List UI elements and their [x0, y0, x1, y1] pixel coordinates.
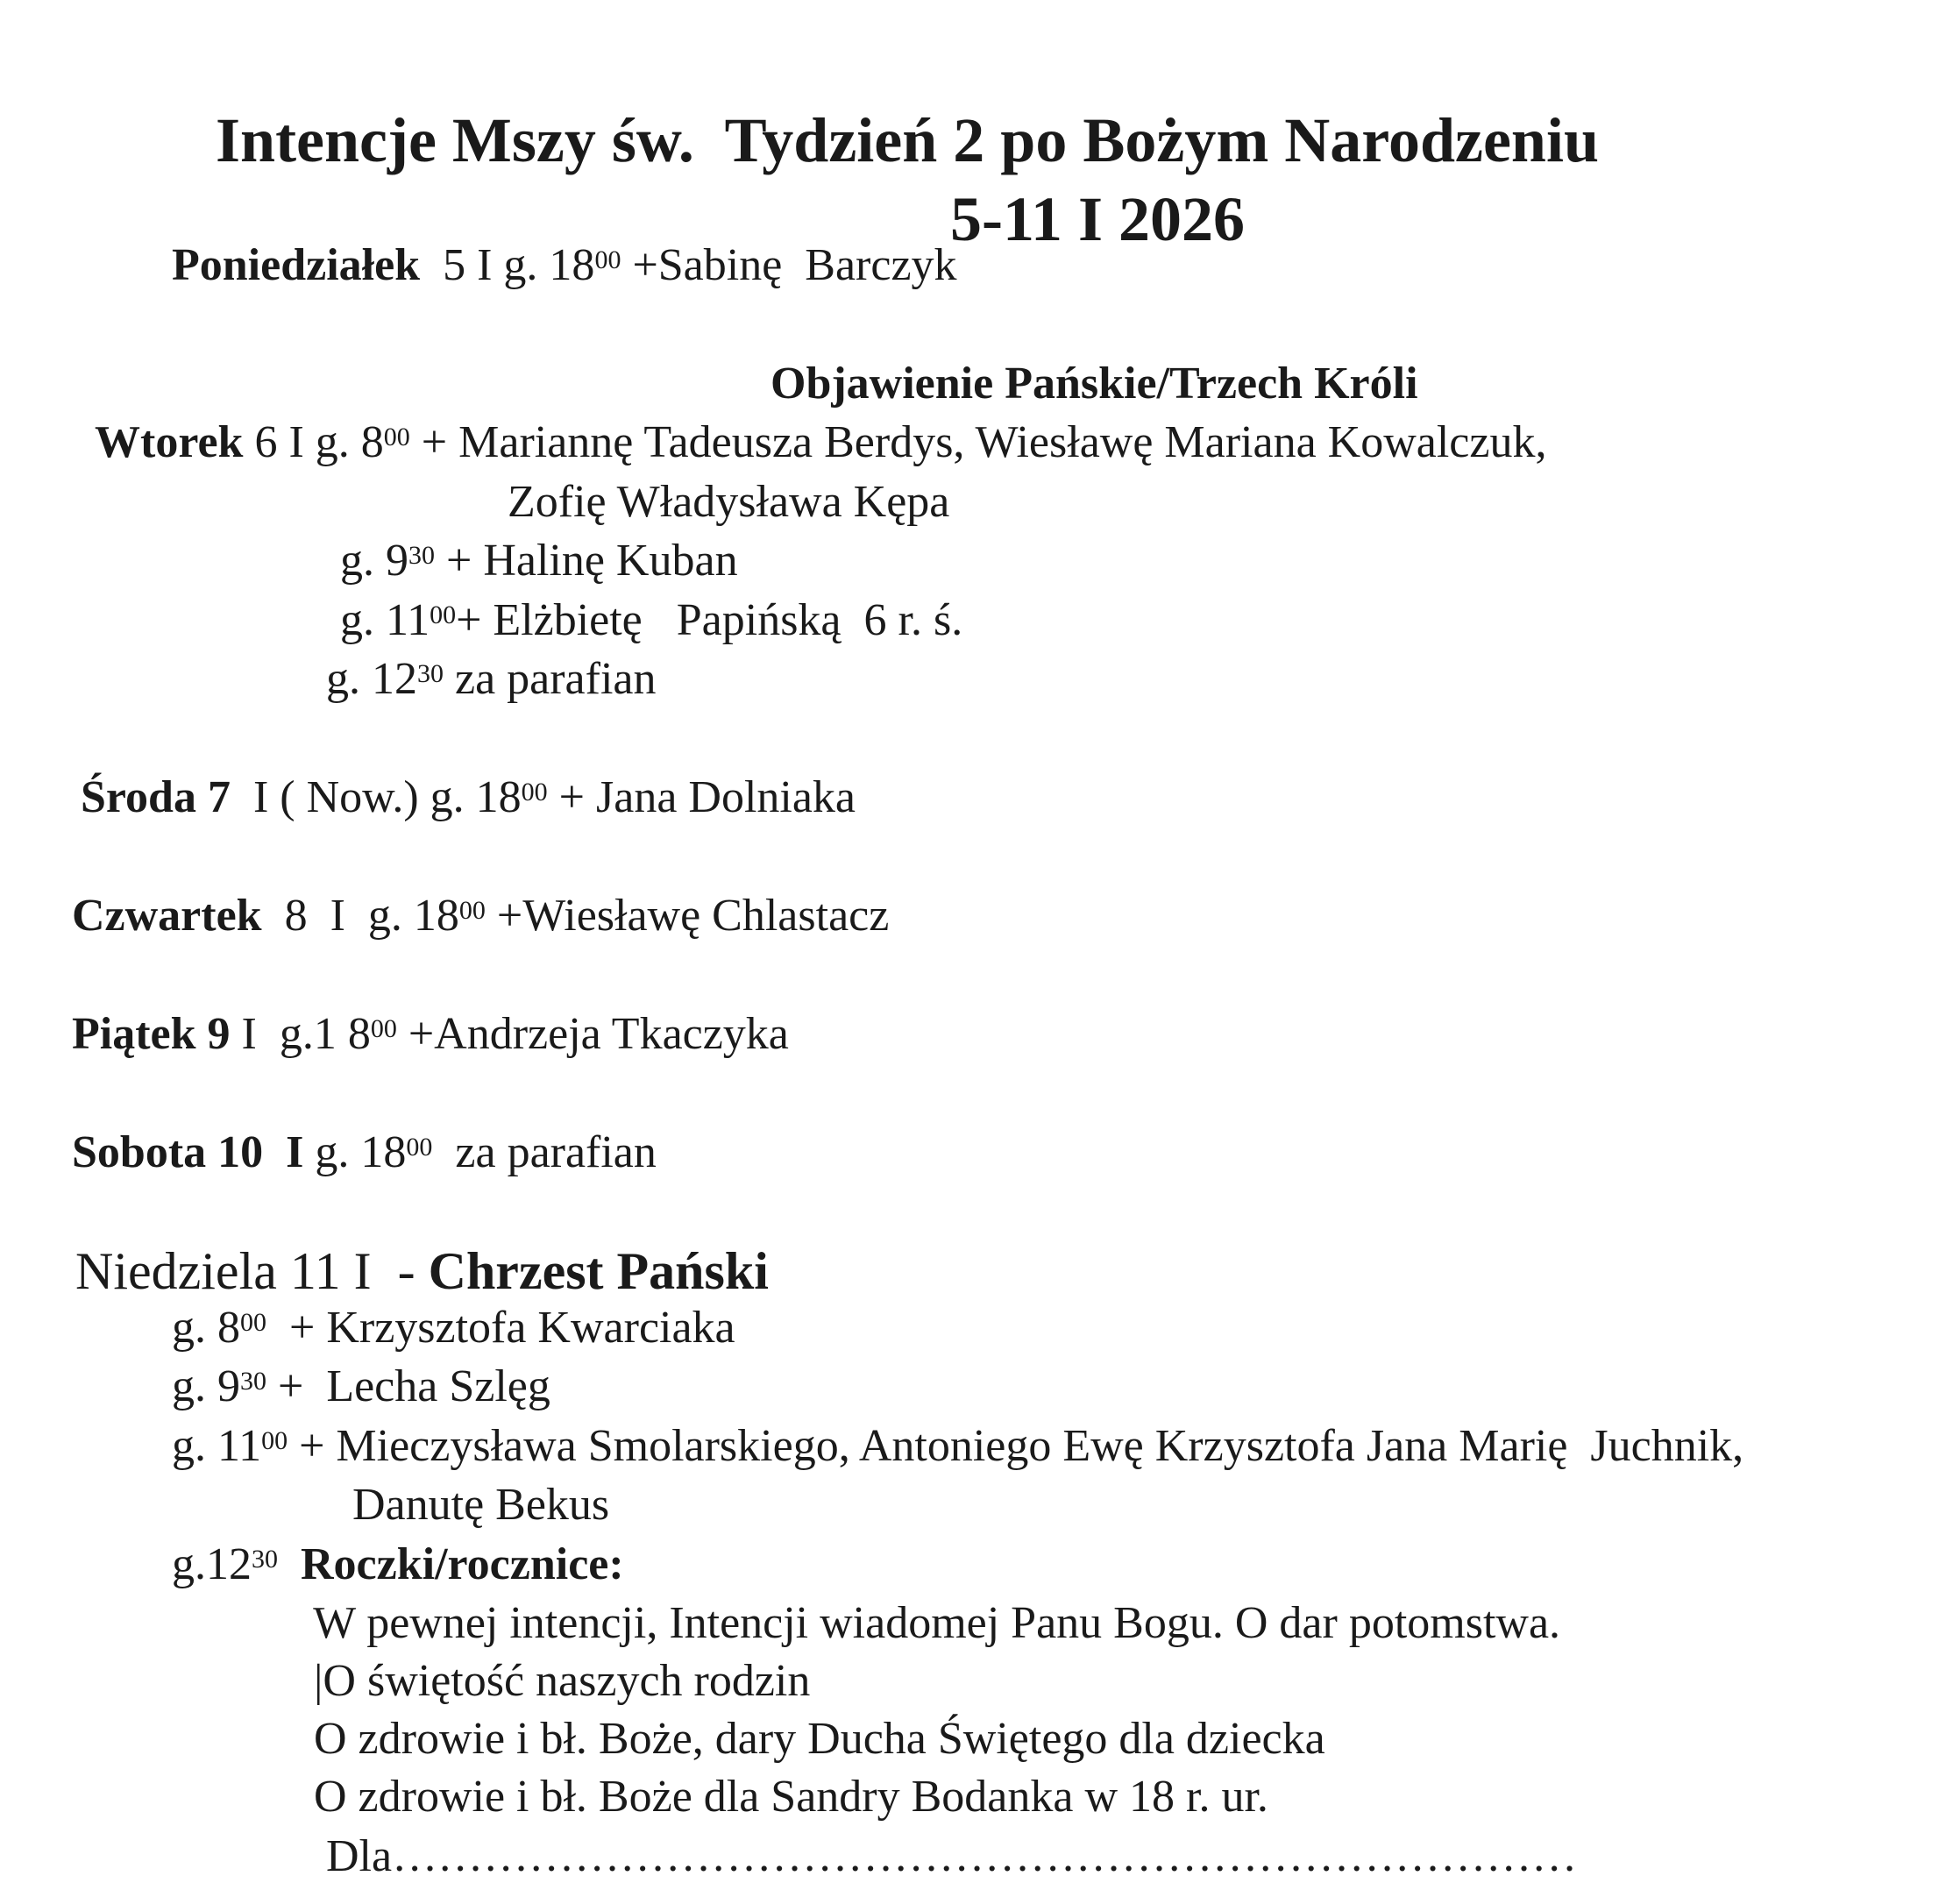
tuesday-time-3: g. 11 — [340, 595, 430, 645]
wednesday-intention: + Jana Dolniaka — [547, 772, 856, 822]
sunday-item-2: |O świętość naszych rodzin — [314, 1656, 811, 1706]
wednesday-row — [58, 719, 856, 824]
tuesday-minutes-2: 30 — [408, 541, 435, 570]
saturday-day: Sobota 10 — [72, 1127, 264, 1177]
saturday-row — [49, 1074, 657, 1179]
wednesday-day: Środa 7 — [81, 772, 231, 822]
sunday-feast: Chrzest Pański — [428, 1242, 769, 1300]
sunday-item-row-5 — [303, 1778, 1577, 1883]
tuesday-intention-2: + Halinę Kuban — [435, 536, 738, 586]
tuesday-day: Wtorek — [95, 417, 244, 467]
tuesday-minutes-4: 30 — [417, 659, 444, 688]
saturday-intention: za parafian — [432, 1127, 657, 1177]
sunday-intention-1: + Krzysztofa Kwarciaka — [266, 1303, 735, 1353]
sunday-time-4: g.12 — [172, 1539, 252, 1589]
sunday-minutes-3: 00 — [261, 1426, 288, 1455]
sunday-day: Niedziela 11 I - — [75, 1242, 429, 1300]
tuesday-date: 6 I g. 8 — [243, 417, 384, 467]
tuesday-time-2: g. 9 — [340, 536, 408, 586]
thursday-date: 8 I g. 18 — [261, 891, 459, 941]
tuesday-intention-1-cont: Zofię Władysława Kępa — [508, 477, 950, 527]
friday-day: Piątek 9 — [72, 1009, 231, 1059]
sunday-minutes-4: 30 — [252, 1545, 278, 1574]
friday-row — [49, 956, 789, 1061]
monday-day: Poniedziałek — [172, 240, 421, 290]
friday-minutes: 00 — [370, 1014, 397, 1043]
title-line-2: 5-11 I 2026 — [950, 184, 1246, 254]
saturday-day-i: I — [263, 1127, 304, 1177]
tuesday-intention-4: za parafian — [444, 654, 657, 704]
sunday-item-1: W pewnej intencji, Intencji wiadomej Panu Bogu. O dar potomstwa. — [313, 1598, 1561, 1648]
tuesday-minutes-1: 00 — [383, 423, 410, 451]
saturday-minutes: 00 — [406, 1133, 433, 1162]
sunday-item-5: Dla…………………………………………………………………… — [326, 1831, 1578, 1881]
tuesday-intention-1: + Mariannę Tadeusza Berdys, Wiesławę Mariana Kowalczuk, — [409, 417, 1547, 467]
sunday-minutes-1: 00 — [240, 1308, 266, 1337]
title-line-1: Intencje Mszy św. Tydzień 2 po Bożym Narodzeniu — [216, 105, 1599, 175]
sunday-heading-4: Roczki/rocznice: — [301, 1539, 624, 1589]
sunday-time-2: g. 9 — [172, 1361, 240, 1411]
tuesday-time-4: g. 12 — [326, 654, 417, 704]
thursday-row — [49, 837, 889, 942]
thursday-day: Czwartek — [72, 891, 262, 941]
wednesday-date: I ( Now.) g. 18 — [230, 772, 522, 822]
sunday-item-4: O zdrowie i bł. Boże dla Sandry Bodanka w 18 r. ur. — [314, 1772, 1268, 1822]
sunday-intention-3-cont: Danutę Bekus — [352, 1480, 610, 1530]
monday-date: 5 I g. 18 — [420, 240, 595, 290]
sunday-intention-3: + Mieczysława Smolarskiego, Antoniego Ewę Krzysztofa Jana Marię Juchnik, — [288, 1421, 1744, 1471]
monday-intention: +Sabinę Barczyk — [621, 240, 957, 290]
tuesday-minutes-3: 00 — [430, 600, 457, 629]
thursday-minutes: 00 — [458, 896, 486, 925]
wednesday-minutes: 00 — [521, 778, 548, 806]
saturday-date: g. 18 — [303, 1127, 407, 1177]
tuesday-intention-3: + Elżbietę Papińską 6 r. ś. — [456, 595, 963, 645]
thursday-intention: +Wiesławę Chlastacz — [485, 891, 890, 941]
friday-intention: +Andrzeja Tkaczyka — [396, 1009, 789, 1059]
sunday-time-1: g. 8 — [172, 1303, 240, 1353]
tuesday-row-4 — [303, 600, 656, 706]
sunday-time-3: g. 11 — [172, 1421, 262, 1471]
friday-date: I g.1 8 — [230, 1009, 371, 1059]
sunday-item-3: O zdrowie i bł. Boże, dary Ducha Świętego dla dziecka — [314, 1714, 1325, 1764]
monday-minutes: 00 — [594, 245, 621, 274]
sunday-intention-2: + Lecha Szlęg — [266, 1361, 550, 1411]
epiphany-heading-text: Objawienie Pańskie/Trzech Króli — [771, 359, 1418, 409]
sunday-minutes-2: 30 — [240, 1367, 266, 1396]
page-title — [184, 35, 1599, 175]
page-subtitle — [919, 114, 1245, 254]
monday-row — [149, 187, 957, 292]
